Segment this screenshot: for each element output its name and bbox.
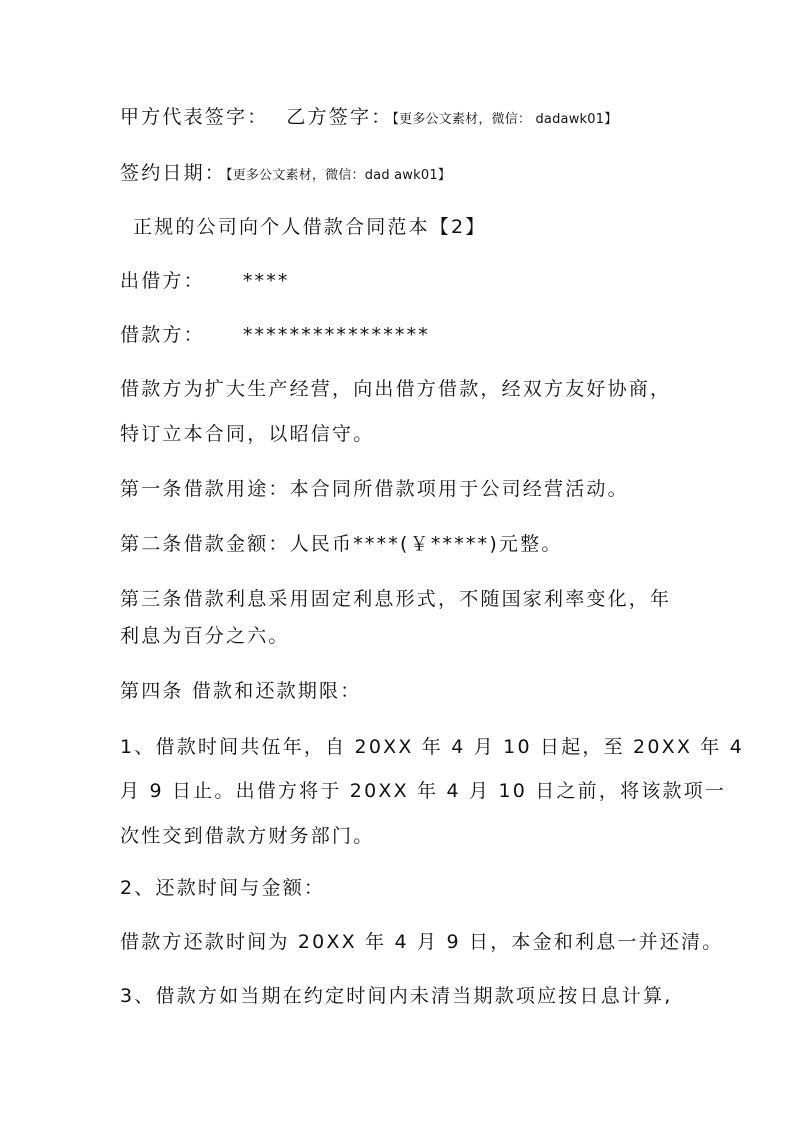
paragraph-line: 第四条 借款和还款期限： — [120, 680, 362, 702]
signing-date-line — [120, 164, 451, 183]
paragraph-line: 借款方为扩大生产经营，向出借方借款，经双方友好协商， — [120, 378, 672, 400]
paragraph-line: 2、还款时间与金额： — [120, 877, 326, 899]
watermark-note: 【更多公文素材，微信： dadawk01】 — [392, 112, 618, 127]
paragraph-line: 月 9 日止。出借方将于 20XX 年 4 月 10 日之前，将该款项一 — [120, 780, 727, 802]
lender-line — [120, 272, 290, 291]
paragraph-line: 借款方还款时间为 20XX 年 4 月 9 日，本金和利息一并还清。 — [120, 931, 724, 953]
borrower-label: 借款方： — [120, 324, 205, 346]
paragraph-line: 3、借款方如当期在约定时间内未清当期款项应按日息计算, — [120, 985, 673, 1007]
paragraph-line: 第三条借款利息采用固定利息形式，不随国家利率变化，年 — [120, 588, 672, 610]
document-subtitle: 正规的公司向个人借款合同范本【2】 — [133, 216, 487, 238]
party-b-signature-label: 乙方签字： — [286, 106, 393, 128]
signature-line — [120, 108, 617, 127]
paragraph-line: 第二条借款金额：人民币****(￥*****)元整。 — [120, 533, 563, 555]
paragraph-line: 次性交到借款方财务部门。 — [120, 825, 375, 847]
signing-date-label: 签约日期： — [120, 162, 227, 184]
lender-label: 出借方： — [120, 270, 205, 292]
paragraph-line: 1、借款时间共伍年，自 20XX 年 4 月 10 日起，至 20XX 年 4 — [120, 736, 745, 758]
borrower-value: **************** — [242, 324, 431, 346]
paragraph-line: 特订立本合同，以昭信守。 — [120, 423, 375, 445]
party-a-signature-label: 甲方代表签字： — [120, 106, 269, 128]
paragraph-line: 第一条借款用途：本合同所借款项用于公司经营活动。 — [120, 478, 629, 500]
watermark-note: 【更多公文素材，微信：dad awk01】 — [226, 168, 451, 183]
lender-value: **** — [242, 270, 290, 292]
paragraph-line: 利息为百分之六。 — [120, 625, 290, 647]
borrower-line — [120, 326, 430, 345]
